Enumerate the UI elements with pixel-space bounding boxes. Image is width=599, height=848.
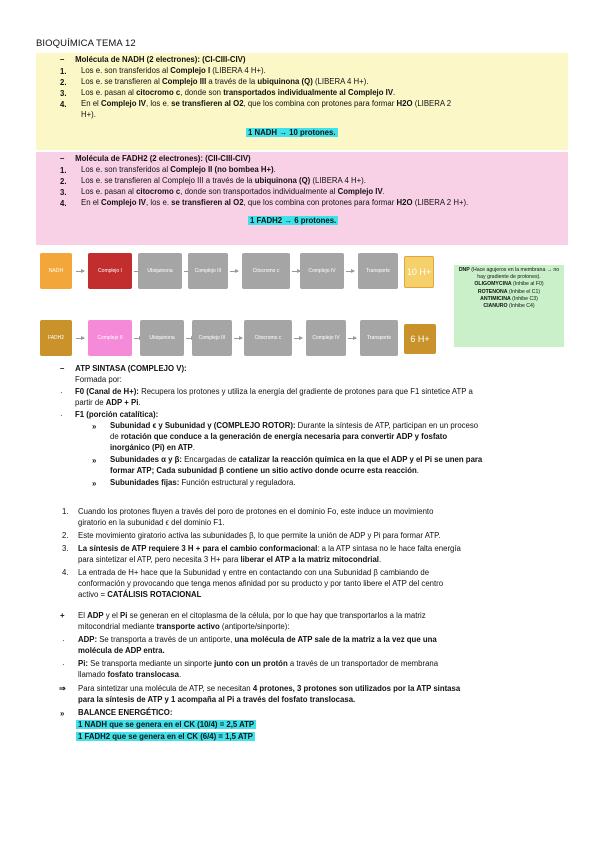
t: Pi: [78, 659, 88, 668]
t: se transfieren al O2 [171, 99, 244, 108]
fadh2-item-2 [81, 176, 366, 187]
t: y el [103, 611, 121, 620]
balance-header: BALANCE ENERGÉTICO: [78, 708, 173, 717]
t: , donde son transportados individualmente al [180, 187, 338, 196]
t: (LIBERA 4 H+). [312, 77, 369, 86]
bullet: » [92, 456, 97, 465]
fadh2-item-1 [81, 165, 276, 176]
t: activo = [78, 590, 108, 599]
t: se transfieren al O2 [171, 198, 244, 207]
t: transporte activo [156, 622, 220, 631]
nadh-header-text: Molécula de NADH (2 electrones): (CI-CIII-CIV) [75, 55, 246, 64]
atp-header: – ATP SINTASA (COMPLEJO V): [60, 364, 187, 373]
t: En el [81, 99, 101, 108]
bullet: » [92, 422, 97, 431]
inh-dnp [454, 267, 564, 281]
t: Complejo III [162, 77, 207, 86]
t: , que los combina con protones para formar [243, 198, 397, 207]
t: mitocondrial mediante [78, 622, 157, 631]
atp-sub2-l2 [110, 466, 419, 477]
t: liberar el ATP a la matriz mitocondrial [240, 555, 379, 564]
t: , donde son [180, 88, 224, 97]
nadh-result: 1 NADH → 10 protones. [248, 128, 336, 137]
t: partir de [75, 398, 106, 407]
t: de [110, 432, 121, 441]
t: (Inhibe C4) [509, 303, 535, 310]
bullet: · [60, 388, 63, 397]
flow2-cytc: Citocromo c [244, 320, 292, 356]
t: . [416, 466, 419, 475]
t: Los e. se transfieren al Complejo III a través de la [81, 176, 255, 185]
nadh-num-2: 2. [60, 78, 67, 87]
t: . [178, 670, 182, 679]
nadh-item-4-cont: H+). [81, 110, 96, 119]
t: citocromo c [136, 187, 181, 196]
flow2-arrow [234, 338, 242, 339]
step-4-l1: La entrada de H+ hace que la Subunidad γ entre en contactando con una Subunidad β cambiando de [78, 568, 430, 577]
bullet: ⇒ [59, 684, 66, 693]
atp-f1: F1 (porción catalítica): [75, 410, 159, 419]
t: ubiquinona (Q) [257, 77, 313, 86]
t: Complejo I [170, 66, 211, 75]
t: (Inhibe al F0) [513, 281, 544, 288]
step-num: 2. [62, 531, 69, 540]
fadh2-item-4 [81, 198, 468, 209]
t: Se transporta mediante un sinporte [87, 659, 215, 668]
t: Los e. son transferidos al [81, 165, 171, 174]
t: junto con un protón [214, 659, 288, 668]
balance-nadh [76, 720, 256, 731]
t: Se transporta a través de un antiporte, [97, 635, 235, 644]
t: Los e. pasan al [81, 187, 137, 196]
t: catalizar la reacción química en la que el ADP y el Pi se unen para [238, 455, 483, 464]
flow1-protons: 10 H+ [404, 256, 434, 288]
t: ATP SINTASA (COMPLEJO V): [75, 364, 187, 373]
flow2-fadh2: FADH2 [40, 320, 72, 356]
t: Complejo IV [100, 198, 147, 207]
t: DNP [458, 267, 470, 273]
atp-f0-cont [75, 398, 141, 409]
atp-sub1-l2 [110, 432, 447, 443]
t: (Inhibe C3) [512, 295, 538, 302]
flow2-complex4: Complejo IV [306, 320, 346, 356]
t: (LIBERA 4 H+). [210, 66, 266, 75]
flow2-transport: Transporte [360, 320, 398, 356]
atp-formed: Formada por: [75, 375, 122, 384]
t: Subunidad ϵ y Subunidad γ (COMPLEJO ROTOR): [110, 421, 296, 430]
balance-fadh [76, 732, 255, 743]
transport-syn [78, 684, 460, 695]
bullet: » [92, 479, 97, 488]
flow1-ubiquinone: Ubiquinona [138, 253, 182, 289]
t: a través de un transportador de membrana [287, 659, 439, 668]
flow2-complex3: Complejo III [192, 320, 232, 356]
step-num: 3. [62, 544, 69, 553]
step-1-l2: giratorio en la subunidad ϵ del dominio F1. [78, 518, 225, 527]
inhibitors-box [454, 265, 564, 347]
nadh-num-3: 3. [60, 89, 67, 98]
transport-l2 [78, 622, 290, 633]
atp-sub1-l3 [110, 443, 195, 454]
nadh-num-1: 1. [60, 67, 67, 76]
t: se generan en el citoplasma de la célula, por lo que hay que transportarlos a la matriz [127, 611, 426, 620]
bullet: · [60, 411, 63, 420]
t: Durante la síntesis de ATP, participan en un proceso [295, 421, 479, 430]
flow1-arrow [292, 271, 300, 272]
t: a través de la [206, 77, 258, 86]
t: . [192, 443, 195, 452]
t: Complejo IV [100, 99, 147, 108]
t: Los e. pasan al [81, 88, 137, 97]
t: ADP: [78, 635, 98, 644]
step-num: 1. [62, 507, 69, 516]
flow1-cytc: Citocromo c [242, 253, 290, 289]
transport-adp [78, 635, 437, 646]
bullet: + [60, 611, 65, 620]
flow2-protons: 6 H+ [404, 324, 436, 354]
inh-cian [454, 303, 564, 310]
t: La síntesis de ATP requiere 3 H + para el cambio conformacional [78, 544, 318, 553]
t: Los e. se transfieren al [81, 77, 163, 86]
t: para sintetizar el ATP, pero necesita 3 H+ para [78, 555, 241, 564]
flow1-arrow [230, 271, 238, 272]
t: F0 (Canal de H+): [75, 387, 139, 396]
flow1-transport: Transporte [358, 253, 398, 289]
nadh-header: – Molécula de NADH (2 electrones): (CI-CIII-CIV) [60, 55, 246, 64]
t: formar ATP; Cada subunidad β contiene un sitio activo donde ocurre esta reacción [110, 466, 417, 475]
fadh2-num-3: 3. [60, 188, 67, 197]
flow1-arrow [76, 271, 84, 272]
t: , los e. [146, 198, 172, 207]
t: ANTIMICINA [480, 295, 511, 302]
bullet: » [60, 709, 65, 718]
t: CATÁLISIS ROTACIONAL [107, 590, 202, 599]
t: (antiporte/sinporte): [219, 622, 290, 631]
atp-f0 [75, 387, 473, 398]
t: 1 NADH que se genera en el CK (10/4) = 2,5 ATP [78, 720, 255, 729]
t: Recupera los protones y utiliza la energía del gradiente de protones para que F1 sintetice ATP a [138, 387, 473, 396]
nadh-item-1 [81, 66, 266, 77]
t: ROTENONA [477, 288, 508, 295]
t: CIANURO [483, 303, 508, 310]
t: Subunidades α y β: [110, 455, 182, 464]
transport-pi-l2 [78, 670, 181, 681]
flow2-arrow [294, 338, 302, 339]
t: Función estructural y reguladora. [179, 478, 296, 487]
step-2-l1: Este movimiento giratorio activa las subunidades β, lo que permite la unión de ADP y Pi para formar ATP. [78, 531, 441, 540]
atp-sub2 [110, 455, 482, 466]
t: En el [81, 198, 101, 207]
t: . [382, 187, 385, 196]
t: (Inhibe el C1) [509, 288, 541, 295]
t: El [78, 611, 88, 620]
t: Complejo II [170, 165, 213, 174]
t: rotación que conduce a la generación de energía necesaria para convertir ADP y fosfato [120, 432, 448, 441]
t: Complejo IV [337, 187, 383, 196]
t: . [273, 165, 276, 174]
fadh2-item-3 [81, 187, 385, 198]
flow2-arrow [76, 338, 84, 339]
t: 4 protones, 3 protones son utilizados por la ATP sintasa [252, 684, 461, 693]
step-3-l2 [78, 555, 381, 566]
nadh-item-3 [81, 88, 395, 99]
t: inorgánico (Pi) en ATP [110, 443, 193, 452]
nadh-box [36, 53, 568, 150]
t: Para sintetizar una molécula de ATP, se necesitan [78, 684, 253, 693]
flow1-complex4: Complejo IV [300, 253, 344, 289]
t: H2O [396, 198, 413, 207]
inh-anti [454, 296, 564, 303]
t: una molécula de ATP sale de la matriz a la vez que una [234, 635, 437, 644]
t: Pi [120, 611, 128, 620]
t: . [393, 88, 396, 97]
atp-sub1 [110, 421, 478, 432]
fadh2-num-4: 4. [60, 199, 67, 208]
transport-adp-l2: molécula de ADP entra. [78, 646, 165, 655]
t: citocromo c [136, 88, 181, 97]
nadh-num-4: 4. [60, 100, 67, 109]
fadh2-num-1: 1. [60, 166, 67, 175]
fadh2-box [36, 152, 568, 245]
t: fosfato translocasa [107, 670, 179, 679]
transport-l1 [78, 611, 426, 622]
t: ubiquinona (Q) [254, 176, 311, 185]
flow1-arrow [346, 271, 354, 272]
t: OLIGOMYCINA [474, 281, 512, 288]
transport-syn-l2: para la síntesis de ATP y 1 acompaña al Pi a través del fosfato translocasa. [78, 695, 356, 704]
step-4-l3 [78, 590, 201, 601]
t: ADP [87, 611, 104, 620]
fadh2-num-2: 2. [60, 177, 67, 186]
flow2-arrow [348, 338, 356, 339]
t: llamado [78, 670, 108, 679]
t: 1 FADH2 que se genera en el CK (6/4) = 1,5 ATP [78, 732, 253, 741]
t: Subunidades fijas: [110, 478, 180, 487]
t: transportados individualmente al Complejo IV [223, 88, 394, 97]
t: (LIBERA 2 [412, 99, 452, 108]
t: , los e. [146, 99, 172, 108]
t: ADP + Pi [105, 398, 139, 407]
t: (LIBERA 2 H+). [412, 198, 469, 207]
t: (Hace agujeros en la membrana → no hay gradiente de protones). [471, 267, 560, 281]
t: Los e. son transferidos al [81, 66, 171, 75]
step-1-l1: Cuando los protones fluyen a través del poro de protones en el dominio Fo, este induce un movimiento [78, 507, 434, 516]
fadh2-header: – Molécula de FADH2 (2 electrones): (CII-CIII-CIV) [60, 154, 251, 163]
nadh-item-2 [81, 77, 369, 88]
step-3-l1 [78, 544, 461, 555]
inh-oligo [454, 281, 564, 288]
t: H2O [396, 99, 413, 108]
flow1-complex1: Complejo I [88, 253, 132, 289]
flow1-complex3: Complejo III [188, 253, 228, 289]
step-num: 4. [62, 568, 69, 577]
nadh-item-4 [81, 99, 451, 110]
t: (LIBERA 4 H+). [310, 176, 366, 185]
step-4-l2: conformación y provocando que tenga menos afinidad por su producto y por tanto libere el ATP del centro [78, 579, 444, 588]
t: Encargadas de [181, 455, 239, 464]
inh-rot [454, 289, 564, 296]
t: . [138, 398, 141, 407]
t: : a la ATP sintasa no le hace falta energía [317, 544, 461, 553]
atp-sub3 [110, 478, 295, 489]
fadh2-header-text: Molécula de FADH2 (2 electrones): (CII-CIII-CIV) [75, 154, 251, 163]
transport-pi [78, 659, 438, 670]
t: (no bombea H+) [214, 165, 274, 174]
t: . [378, 555, 382, 564]
bullet: · [62, 660, 65, 669]
flow2-ubiquinone: Ubiquinona [140, 320, 184, 356]
fadh2-result: 1 FADH2 → 6 protones. [250, 216, 337, 225]
flow1-nadh: NADH [40, 253, 72, 289]
flow2-complex2: Complejo II [88, 320, 132, 356]
t: , que los combina con protones para formar [243, 99, 397, 108]
page-title: BIOQUÍMICA TEMA 12 [36, 38, 136, 49]
bullet: · [62, 636, 65, 645]
